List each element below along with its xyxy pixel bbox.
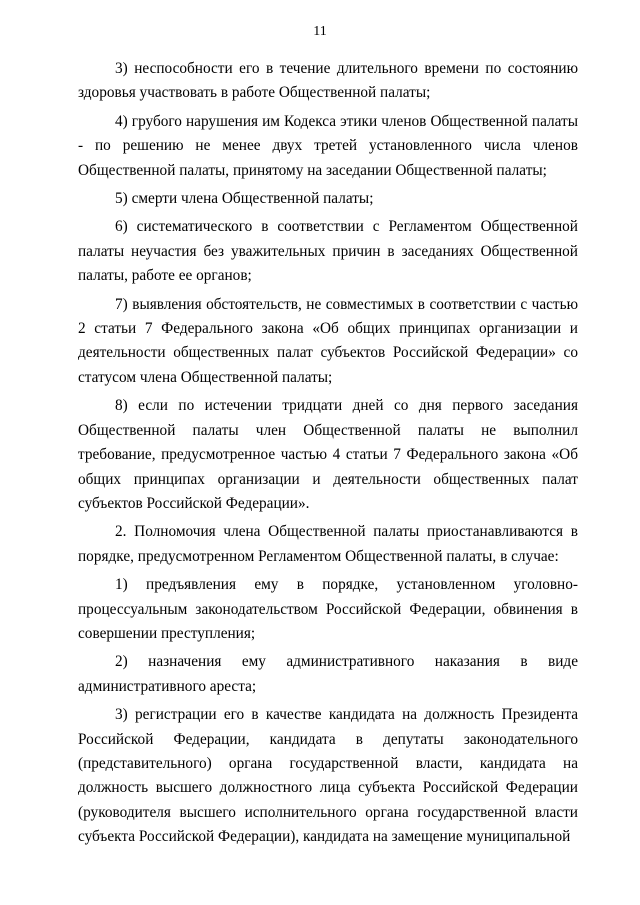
paragraph-item-7-incompatible-circumstances: 7) выявления обстоятельств, не совместимых в соответствии с частью 2 статьи 7 Федерального закона «Об общих принципах организации и деятельности общественных палат субъектов Российской Федерации» со статусом члена Общественной палаты;	[78, 295, 578, 386]
paragraph-item-4-ethics-violation: 4) грубого нарушения им Кодекса этики членов Общественной палаты - по решению не менее двух третей установленного числа членов Общественной палаты, принятому на заседании Общественной палаты;	[78, 112, 578, 179]
paragraph-item-5-death: 5) смерти члена Общественной палаты;	[115, 190, 374, 208]
paragraph-section-2-suspension: 2. Полномочия члена Общественной палаты приостанавливаются в порядке, предусмотренном Регламентом Общественной палаты, в случае:	[78, 523, 578, 565]
paragraph-item-3-incapacity: 3) неспособности его в течение длительного времени по состоянию здоровья участвовать в работе Общественной палаты;	[78, 60, 578, 102]
paragraph-suspension-3-candidacy: 3) регистрации его в качестве кандидата на должность Президента Российской Федерации, кандидата в депутаты законодательного (представительного) органа государственной власти, кандидата на должность высшего должностного лица субъекта Российской Федерации (руководителя высшего исполнительного органа государственной власти субъекта Российской Федерации), кандидата на замещение муниципальной	[78, 706, 578, 846]
page-number: 11	[313, 24, 327, 39]
paragraph-suspension-2-arrest: 2) назначения ему административного наказания в виде административного ареста;	[78, 653, 578, 695]
paragraph-suspension-1-charge: 1) предъявления ему в порядке, установленном уголовно-процессуальным законодательством Российской Федерации, обвинения в совершении преступления;	[78, 576, 578, 642]
paragraph-item-8-requirement-not-met: 8) если по истечении тридцати дней со дня первого заседания Общественной палаты член Общественной палаты не выполнил требование, предусмотренное частью 4 статьи 7 Федерального закона «Об общих принципах организации и деятельности общественных палат субъектов Российской Федерации».	[78, 397, 578, 512]
paragraph-item-6-non-participation: 6) систематического в соответствии с Регламентом Общественной палаты неучастия без уважительных причин в заседаниях Общественной палаты, работе ее органов;	[78, 218, 578, 285]
document-body	[78, 57, 578, 854]
